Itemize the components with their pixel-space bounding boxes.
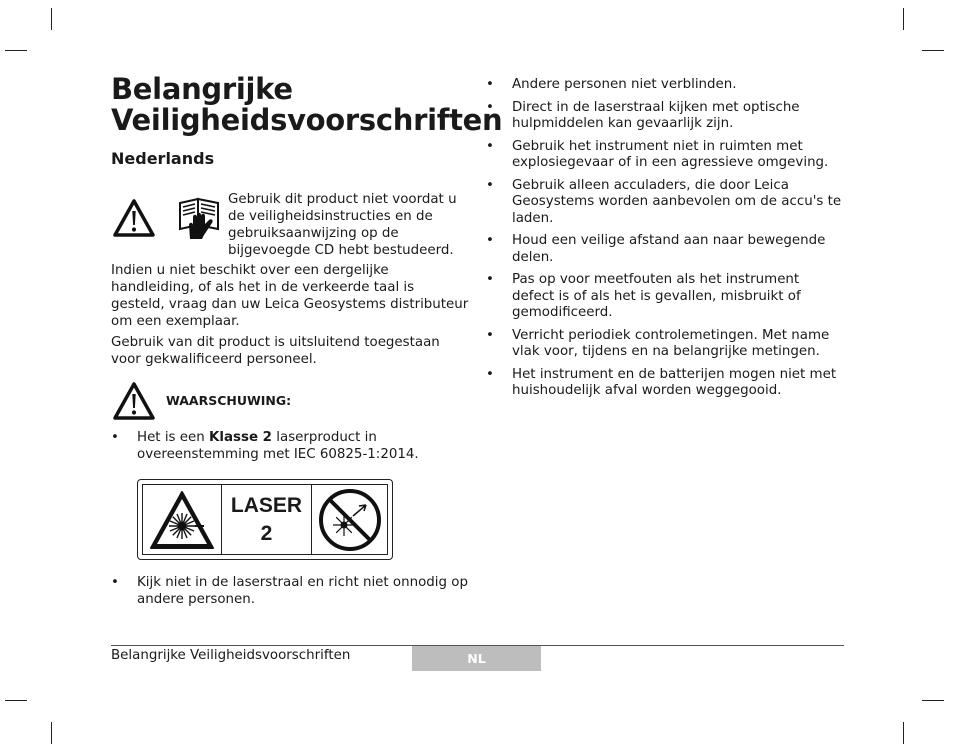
warning-triangle-icon (112, 198, 156, 238)
page-title: Belangrijke Veiligheidsvoorschriften (111, 72, 503, 137)
crop-mark (5, 700, 27, 701)
laser-word: LASER (230, 493, 303, 517)
list-item: • Kijk niet in de laserstraal en richt niet onnodig op andere personen. (111, 575, 471, 608)
list-item: • Het instrument en de batterijen mogen niet met huishoudelijk afval worden weggegooid. (486, 367, 844, 400)
footer-title: Belangrijke Veiligheidsvoorschriften (111, 648, 351, 663)
list-item: • Gebruik het instrument niet in ruimten met explosiegevaar of in een agressieve omgeving. (486, 139, 844, 172)
no-laser-beam-icon (317, 487, 383, 553)
list-item: • Pas op voor meetfouten als het instrument defect is of als het is gevallen, misbruikt of gemodificeerd. (486, 272, 844, 322)
warning-label: WAARSCHUWING: (166, 393, 292, 408)
language-heading: Nederlands (111, 149, 215, 168)
crop-mark (922, 700, 944, 701)
list-item: • Verricht periodiek controlemetingen. Met name vlak voor, tijdens en na belangrijke metingen. (486, 328, 844, 361)
list-item: • Gebruik alleen acculaders, die door Leica Geosystems worden aanbevolen om de accu's te laden. (486, 178, 844, 228)
list-item: • Direct in de laserstraal kijken met optische hulpmiddelen kan gevaarlijk zijn. (486, 100, 844, 133)
intro-text: Gebruik dit product niet voordat u de veiligheidsinstructies en de gebruiksaanwijzing op de bijgevoegde CD hebt bestudeerd. (228, 192, 457, 258)
right-bullet-list (486, 77, 844, 406)
laser-class-label (137, 479, 393, 560)
list-item: • Andere personen niet verblinden. (486, 77, 844, 94)
class-bullet-list (111, 430, 471, 463)
crop-mark (5, 50, 27, 51)
qualified-personnel-text: Gebruik van dit product is uitsluitend toegestaan voor gekwalificeerd personeel. (111, 335, 440, 367)
left-bullet-list (111, 575, 471, 608)
crop-mark (51, 8, 52, 30)
laser-warning-icon (148, 489, 216, 551)
warning-triangle-icon (112, 381, 156, 421)
laser-class-text (221, 485, 311, 554)
manual-hand-icon (176, 195, 222, 241)
manual-request-text: Indien u niet beschikt over een dergelijke handleiding, of als het in de verkeerde taal is gesteld, vraag dan uw Leica Geosystems distributeur om een exemplaar. (111, 263, 469, 329)
list-item: • Houd een veilige afstand aan naar bewegende delen. (486, 233, 844, 266)
crop-mark (51, 722, 52, 744)
list-item: • Het is een Klasse 2 laserproduct in overeenstemming met IEC 60825-1:2014. (111, 430, 471, 463)
laser-class-number: 2 (260, 521, 273, 545)
crop-mark (903, 8, 904, 30)
footer-language-tab: NL (412, 646, 541, 671)
crop-mark (922, 50, 944, 51)
crop-mark (903, 722, 904, 744)
